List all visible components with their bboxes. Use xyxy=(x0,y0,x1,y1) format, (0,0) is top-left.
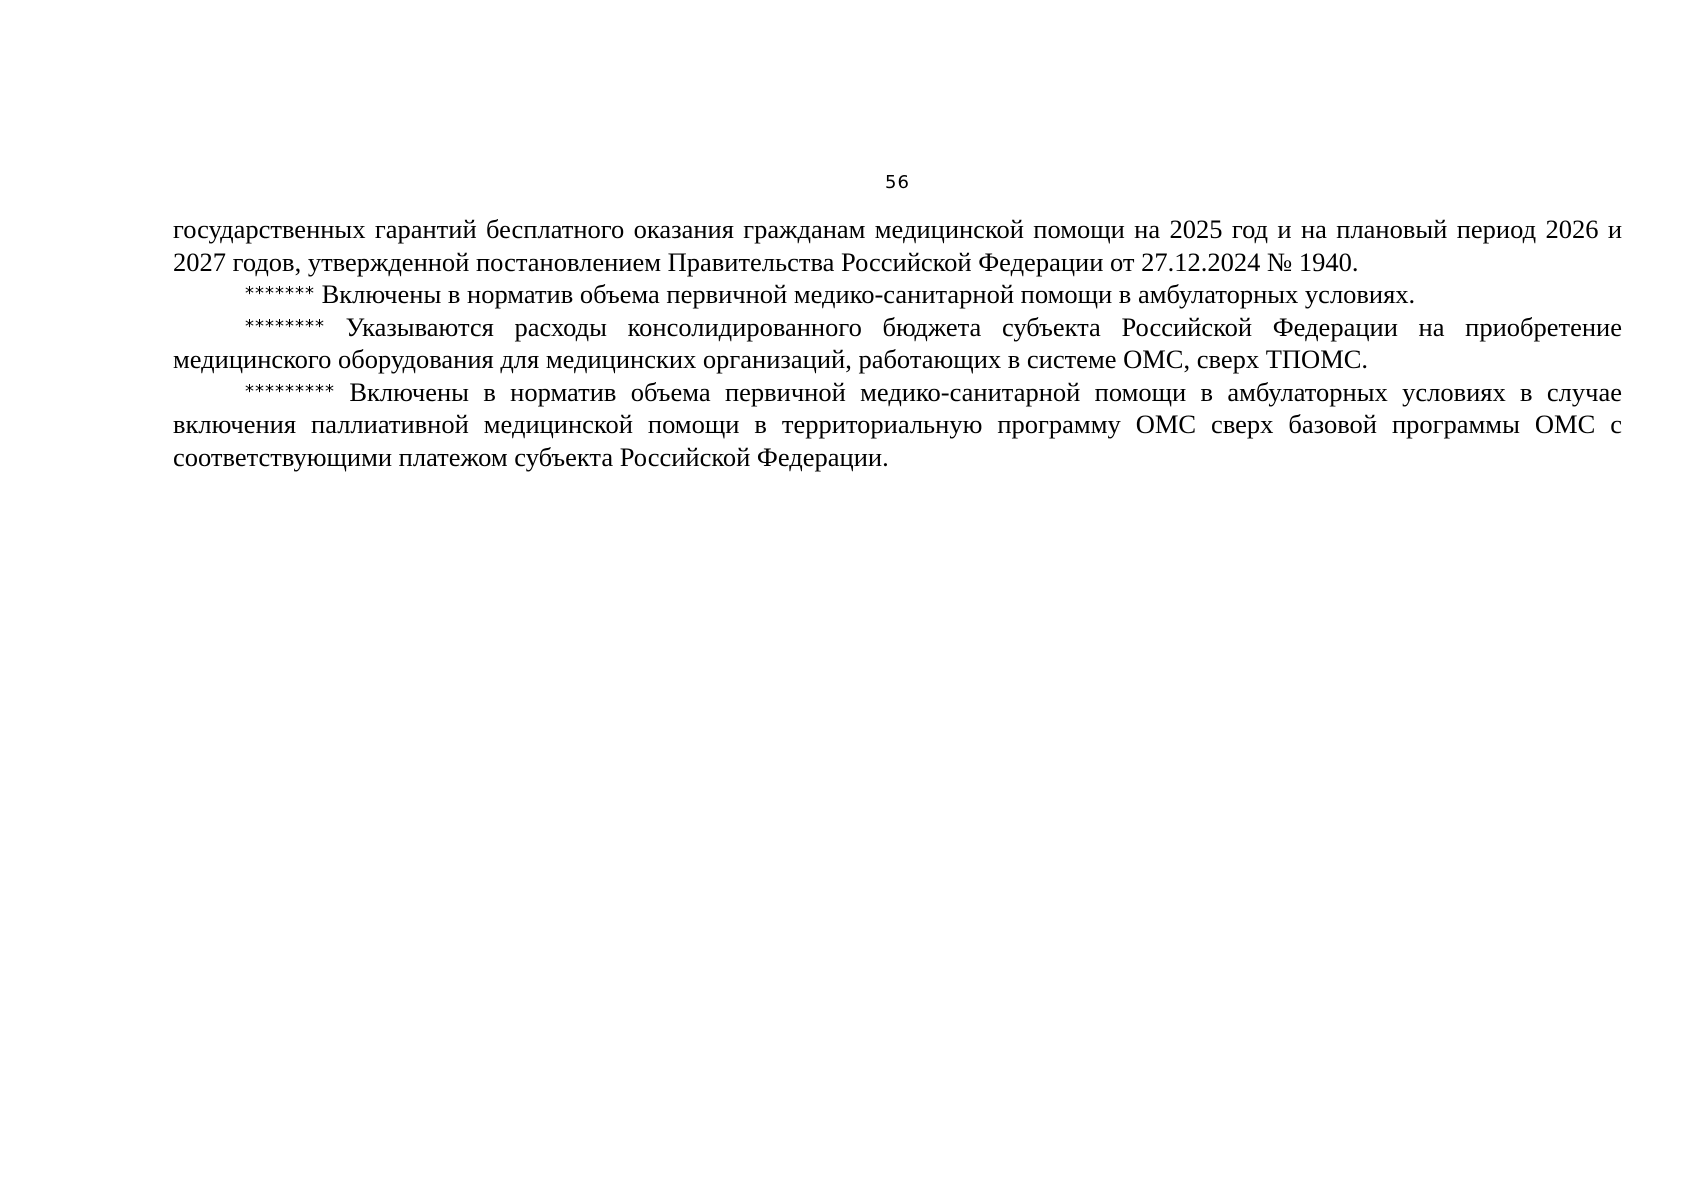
footnote-marker: ******** xyxy=(245,315,325,337)
footnote-continuation xyxy=(173,213,1622,278)
paragraph-text: Включены в норматив объема первичной медико-санитарной помощи в амбулаторных условиях. xyxy=(315,279,1416,309)
page-number: 56 xyxy=(885,172,910,193)
footnotes-block xyxy=(173,213,1622,473)
footnote-9 xyxy=(173,376,1622,474)
footnote-marker: ********* xyxy=(245,380,335,402)
paragraph-text: Включены в норматив объема первичной медико-санитарной помощи в амбулаторных условиях в случае включения паллиативной медицинской помощи в территориальную программу ОМС сверх базовой программы ОМС с соответствующими платежом субъекта Российской Федерации. xyxy=(173,376,1622,472)
footnote-7 xyxy=(173,278,1622,311)
paragraph-text: Указываются расходы консолидированного бюджета субъекта Российской Федерации на приобретение медицинского оборудования для медицинских организаций, работающих в системе ОМС, сверх ТПОМС. xyxy=(173,311,1622,374)
paragraph-text: государственных гарантий бесплатного оказания гражданам медицинской помощи на 2025 год и на плановый период 2026 и 2027 годов, утвержденной постановлением Правительства Российской Федерации от 27.12.2024 № 1940. xyxy=(173,214,1622,277)
footnote-marker: ******* xyxy=(245,283,315,304)
footnote-8 xyxy=(173,311,1622,376)
